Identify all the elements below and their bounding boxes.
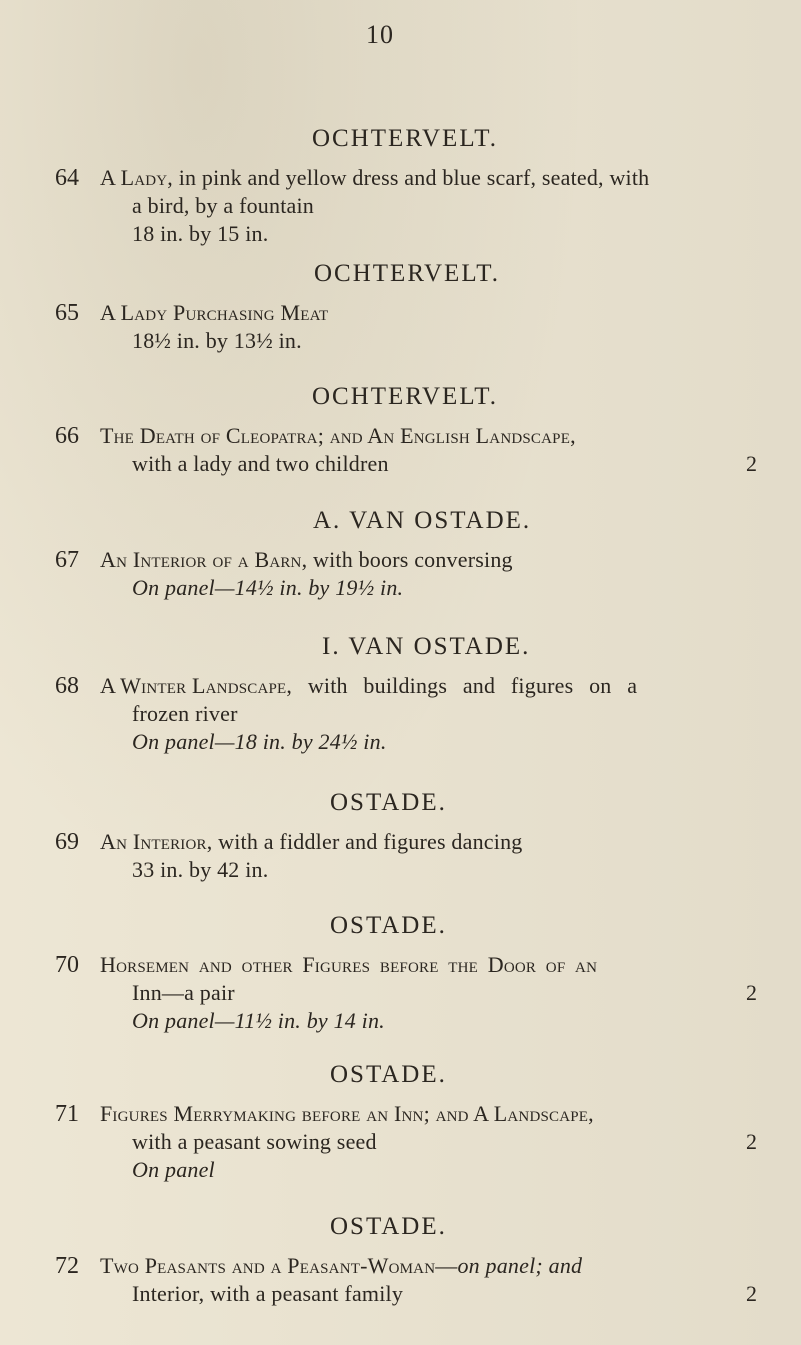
lot-quantity: 2 (746, 1129, 757, 1154)
artist-heading: I. VAN OSTADE. (322, 633, 531, 660)
lot-description-text: Inn—a pair (132, 980, 235, 1005)
lot-number: 68 (55, 673, 79, 699)
lot-number: 70 (55, 952, 79, 978)
lot-title: The Death of Cleopatra; and An English Landscape, (100, 423, 576, 448)
lot-dimensions: On panel—18 in. by 24½ in. (132, 729, 387, 754)
lot-dimensions: On panel—14½ in. by 19½ in. (132, 575, 404, 600)
lot-description: Interior, with a peasant family (132, 1281, 404, 1306)
artist-heading: OSTADE. (330, 1061, 447, 1088)
lot-description: frozen river (132, 701, 238, 726)
lot-description: with a lady and two children (132, 451, 389, 476)
lot-quantity: 2 (746, 451, 757, 476)
title-lead: An Interior of a Barn, (100, 547, 308, 572)
artist-heading: OSTADE. (330, 789, 447, 816)
lot-description (132, 980, 235, 1006)
title-lead: A Winter Landscape, (100, 673, 293, 698)
lot-medium: On panel (132, 1157, 215, 1182)
lot-number: 71 (55, 1101, 79, 1127)
artist-heading: OCHTERVELT. (312, 125, 498, 152)
lot-description: with a peasant sowing seed (132, 1129, 377, 1154)
lot-quantity: 2 (746, 1281, 757, 1306)
lot-description: a bird, by a fountain (132, 193, 314, 218)
title-rest: with buildings and figures on a (292, 673, 638, 698)
lot-title: Figures Merrymaking before an Inn; and A Landscape, (100, 1101, 594, 1126)
lot-number: 64 (55, 165, 79, 191)
title-lead: A Lady, (100, 165, 174, 190)
lot-dimensions: 18½ in. by 13½ in. (132, 328, 302, 353)
lot-dimensions: 33 in. by 42 in. (132, 857, 269, 882)
lot-title (100, 165, 649, 191)
lot-title (100, 829, 522, 855)
title-lead: An Interior, (100, 829, 213, 854)
artist-heading: A. VAN OSTADE. (313, 507, 532, 534)
lot-quantity: 2 (746, 980, 757, 1005)
lot-title (100, 1253, 582, 1279)
lot-title (100, 673, 637, 699)
artist-heading: OCHTERVELT. (314, 260, 500, 287)
lot-number: 72 (55, 1253, 79, 1279)
lot-number: 67 (55, 547, 79, 573)
artist-heading: OCHTERVELT. (312, 383, 498, 410)
lot-title: Horsemen and other Figures before the Door of an (100, 952, 598, 977)
lot-dimensions: On panel—11½ in. by 14 in. (132, 1008, 385, 1033)
title-rest: on panel; and (457, 1253, 583, 1278)
title-lead: Two Peasants and a Peasant-Woman— (100, 1253, 458, 1278)
lot-number: 66 (55, 423, 79, 449)
artist-heading: OSTADE. (330, 1213, 447, 1240)
lot-title: A Lady Purchasing Meat (100, 300, 329, 325)
artist-heading: OSTADE. (330, 912, 447, 939)
title-rest: with boors conversing (307, 547, 513, 572)
page-number: 10 (366, 20, 394, 49)
lot-number: 69 (55, 829, 79, 855)
lot-number: 65 (55, 300, 79, 326)
lot-dimensions: 18 in. by 15 in. (132, 221, 269, 246)
lot-title (100, 547, 513, 573)
title-rest: in pink and yellow dress and blue scarf, seated, with (173, 165, 650, 190)
title-rest: with a fiddler and figures dancing (212, 829, 523, 854)
